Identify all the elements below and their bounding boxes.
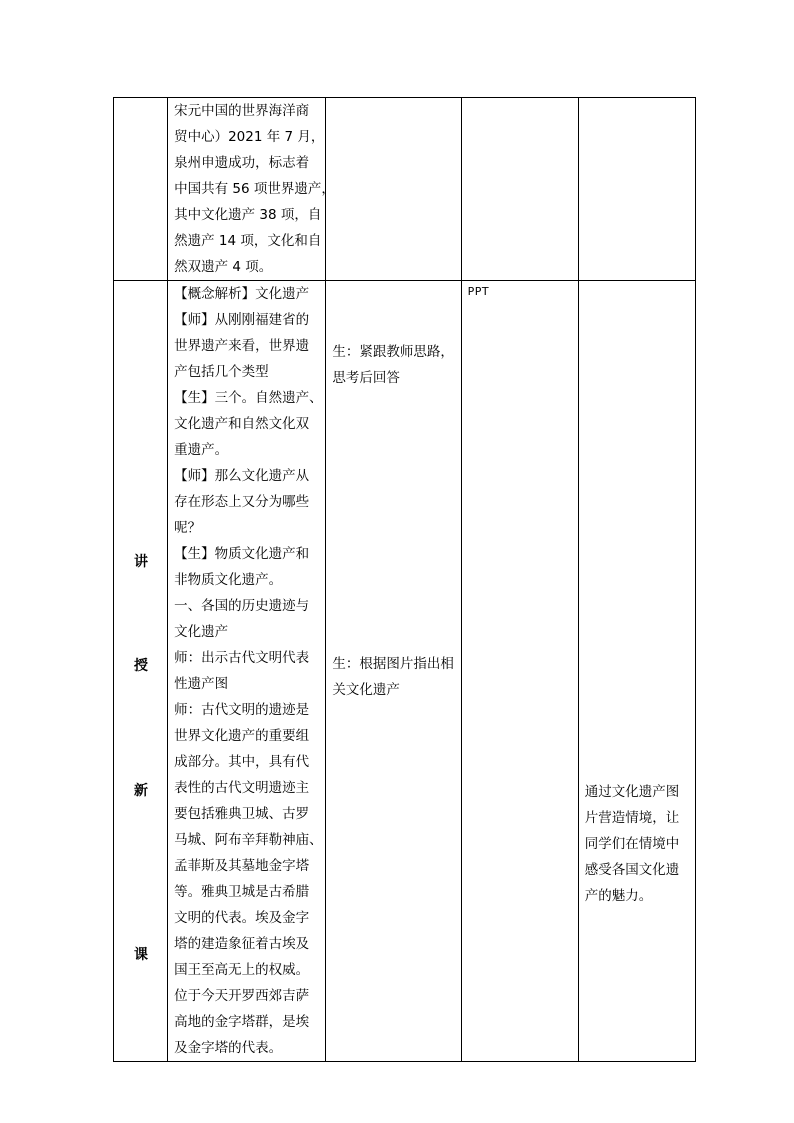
design-intent-line: 通过文化遗产图 (584, 784, 680, 800)
student-activity-cell (326, 98, 461, 281)
content-line: 【概念解析】文化遗产 (174, 286, 310, 302)
content-line: 泉州申遗成功，标志着 (174, 155, 310, 171)
content-line: 位于今天开罗西郊吉萨 (174, 988, 310, 1004)
design-intent-cell (578, 98, 695, 281)
table-row (114, 98, 696, 281)
content-line: 产包括几个类型 (174, 364, 269, 380)
content-line: 重遗产。 (174, 442, 229, 458)
content-line: 等。雅典卫城是古希腊 (174, 884, 310, 900)
table-row (114, 281, 696, 1062)
design-intent-block (585, 779, 691, 909)
content-line: 成部分。其中，具有代 (174, 754, 310, 770)
content-line: 文明的代表。埃及金字 (174, 910, 310, 926)
content-line: 世界文化遗产的重要组 (174, 728, 310, 744)
content-line: 要包括雅典卫城、古罗 (174, 806, 310, 822)
student-activity-line: 关文化遗产 (332, 682, 400, 698)
media-cell (461, 98, 578, 281)
section-char: 授 (134, 658, 148, 674)
content-line: 其中文化遗产 38 项，自 (174, 207, 322, 223)
content-line: 然双遗产 4 项。 (174, 259, 273, 275)
content-line: 文化遗产 (174, 624, 229, 640)
media-cell (461, 281, 578, 1062)
student-activity-block (332, 651, 456, 703)
lesson-plan-table (113, 97, 696, 1062)
student-activity-block (332, 339, 456, 391)
student-activity-line: 生：根据图片指出相 (332, 656, 454, 672)
content-cell (168, 281, 326, 1062)
content-line: 塔的建造象征着古埃及 (174, 936, 310, 952)
content-line: 性遗产图 (174, 676, 229, 692)
media-label: PPT (467, 285, 490, 298)
content-cell (168, 98, 335, 281)
design-intent-line: 感受各国文化遗 (584, 862, 680, 878)
content-line: 呢？ (174, 520, 202, 536)
design-intent-line: 产的魅力。 (584, 888, 653, 904)
design-intent-cell (578, 281, 695, 1062)
content-line: 文化遗产和自然文化双 (174, 416, 310, 432)
content-line: 中国共有 56 项世界遗产， (174, 181, 335, 197)
content-line: 非物质文化遗产。 (174, 572, 283, 588)
section-char: 新 (134, 783, 148, 799)
content-line: 贸中心）2021 年 7 月， (174, 129, 325, 145)
student-activity-cell (326, 281, 461, 1062)
content-line: 表性的古代文明遗迹主 (174, 780, 310, 796)
content-line: 高地的金字塔群，是埃 (174, 1014, 310, 1030)
content-line: 然遗产 14 项，文化和自 (174, 233, 322, 249)
design-intent-line: 同学们在情境中 (584, 836, 680, 852)
content-line: 【生】三个。自然遗产、 (174, 390, 323, 406)
content-line: 师：出示古代文明代表 (174, 650, 310, 666)
content-line: 世界遗产来看，世界遗 (174, 338, 310, 354)
content-line: 【生】物质文化遗产和 (174, 546, 310, 562)
content-line: 【师】从刚刚福建省的 (174, 312, 310, 328)
content-line: 宋元中国的世界海洋商 (174, 103, 310, 119)
section-cell (114, 281, 168, 1062)
section-cell (114, 98, 168, 281)
section-char: 讲 (134, 554, 148, 570)
section-char: 课 (134, 947, 148, 963)
content-line: 存在形态上又分为哪些 (174, 494, 310, 510)
content-line: 师：古代文明的遗迹是 (174, 702, 310, 718)
content-line: 【师】那么文化遗产从 (174, 468, 310, 484)
content-line: 国王至高无上的权威。 (174, 962, 310, 978)
content-line: 马城、阿布辛拜勒神庙、 (174, 832, 323, 848)
content-line: 及金字塔的代表。 (174, 1040, 283, 1056)
content-line: 孟菲斯及其墓地金字塔 (174, 858, 310, 874)
student-activity-line: 生：紧跟教师思路， (332, 344, 454, 360)
student-activity-line: 思考后回答 (332, 370, 400, 386)
content-line: 一、各国的历史遗迹与 (174, 598, 310, 614)
design-intent-line: 片营造情境，让 (584, 810, 680, 826)
